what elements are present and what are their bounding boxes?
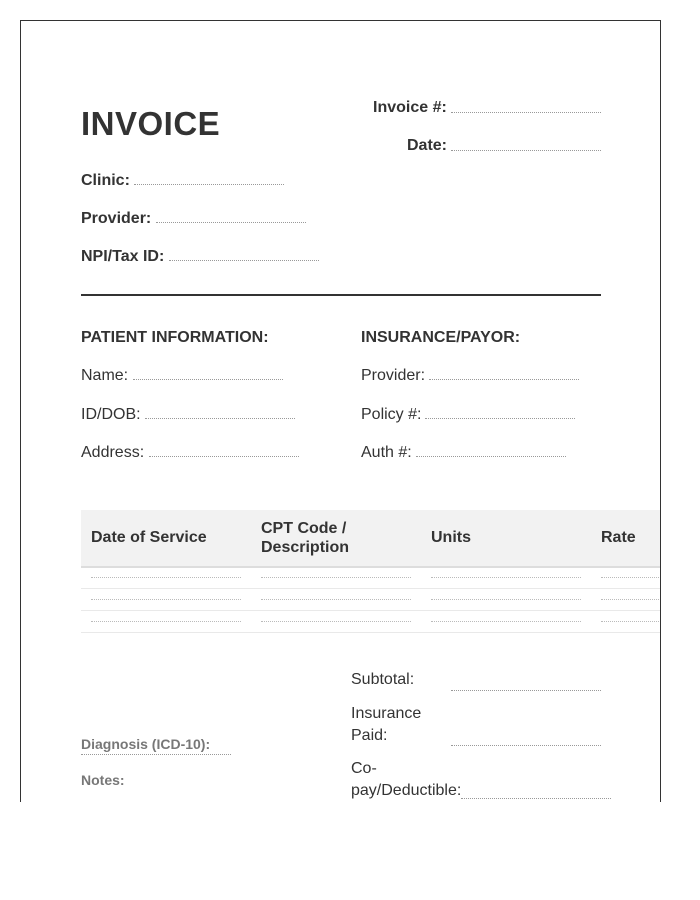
patient-address-field[interactable] (149, 456, 299, 457)
row1-units-cell[interactable] (431, 577, 581, 578)
copay-deductible-label (351, 758, 461, 802)
column-header-cpt-line2: Description (261, 539, 350, 556)
policy-number-field[interactable] (425, 418, 575, 419)
clinic-label: Clinic: (81, 172, 130, 189)
copay-line1: Co- (351, 760, 377, 777)
column-header-date-of-service: Date of Service (91, 529, 207, 546)
row3-date-cell[interactable] (91, 621, 241, 622)
insurance-heading: INSURANCE/PAYOR: (361, 329, 521, 346)
row2-units-cell[interactable] (431, 599, 581, 600)
notes-label: Notes: (81, 772, 125, 788)
copay-deductible-field[interactable] (461, 798, 611, 799)
column-header-cpt-code (261, 519, 349, 557)
diagnosis-label: Diagnosis (ICD-10): (81, 736, 211, 752)
row2-cpt-cell[interactable] (261, 599, 411, 600)
auth-number-label: Auth #: (361, 444, 412, 461)
row1-cpt-cell[interactable] (261, 577, 411, 578)
npi-tax-id-field[interactable] (169, 260, 319, 261)
date-label: Date: (407, 137, 448, 154)
column-header-cpt-line1: CPT Code / (261, 520, 347, 537)
policy-number-label: Policy #: (361, 406, 422, 423)
insurance-paid-label (351, 703, 421, 747)
insurance-provider-field[interactable] (429, 379, 579, 380)
column-header-rate: Rate (601, 529, 636, 546)
patient-address-label: Address: (81, 444, 145, 461)
provider-label: Provider: (81, 210, 152, 227)
copay-line2: pay/Deductible: (351, 782, 462, 799)
header-divider (81, 294, 601, 296)
date-field[interactable] (451, 150, 601, 151)
npi-tax-id-label: NPI/Tax ID: (81, 248, 165, 265)
insurance-paid-line2: Paid: (351, 727, 388, 744)
invoice-title: INVOICE (81, 105, 221, 142)
insurance-paid-line1: Insurance (351, 705, 422, 722)
invoice-number-label: Invoice #: (373, 99, 447, 116)
subtotal-label: Subtotal: (351, 671, 415, 688)
row3-units-cell[interactable] (431, 621, 581, 622)
insurance-paid-field[interactable] (451, 745, 601, 746)
subtotal-field[interactable] (451, 690, 601, 691)
provider-field[interactable] (156, 222, 306, 223)
row3-cpt-cell[interactable] (261, 621, 411, 622)
table-row (81, 610, 661, 611)
patient-id-dob-field[interactable] (145, 418, 295, 419)
patient-id-dob-label: ID/DOB: (81, 406, 141, 423)
patient-name-label: Name: (81, 367, 129, 384)
table-row (81, 632, 661, 633)
services-table-header (81, 510, 661, 568)
row1-date-cell[interactable] (91, 577, 241, 578)
invoice-page (20, 20, 661, 802)
row1-rate-cell[interactable] (601, 577, 661, 578)
row2-date-cell[interactable] (91, 599, 241, 600)
patient-info-heading: PATIENT INFORMATION: (81, 329, 269, 346)
auth-number-field[interactable] (416, 456, 566, 457)
insurance-provider-label: Provider: (361, 367, 426, 384)
diagnosis-field[interactable] (81, 754, 231, 755)
patient-name-field[interactable] (133, 379, 283, 380)
table-row (81, 588, 661, 589)
invoice-number-field[interactable] (451, 112, 601, 113)
row2-rate-cell[interactable] (601, 599, 661, 600)
clinic-field[interactable] (134, 184, 284, 185)
row3-rate-cell[interactable] (601, 621, 661, 622)
column-header-units: Units (431, 529, 471, 546)
